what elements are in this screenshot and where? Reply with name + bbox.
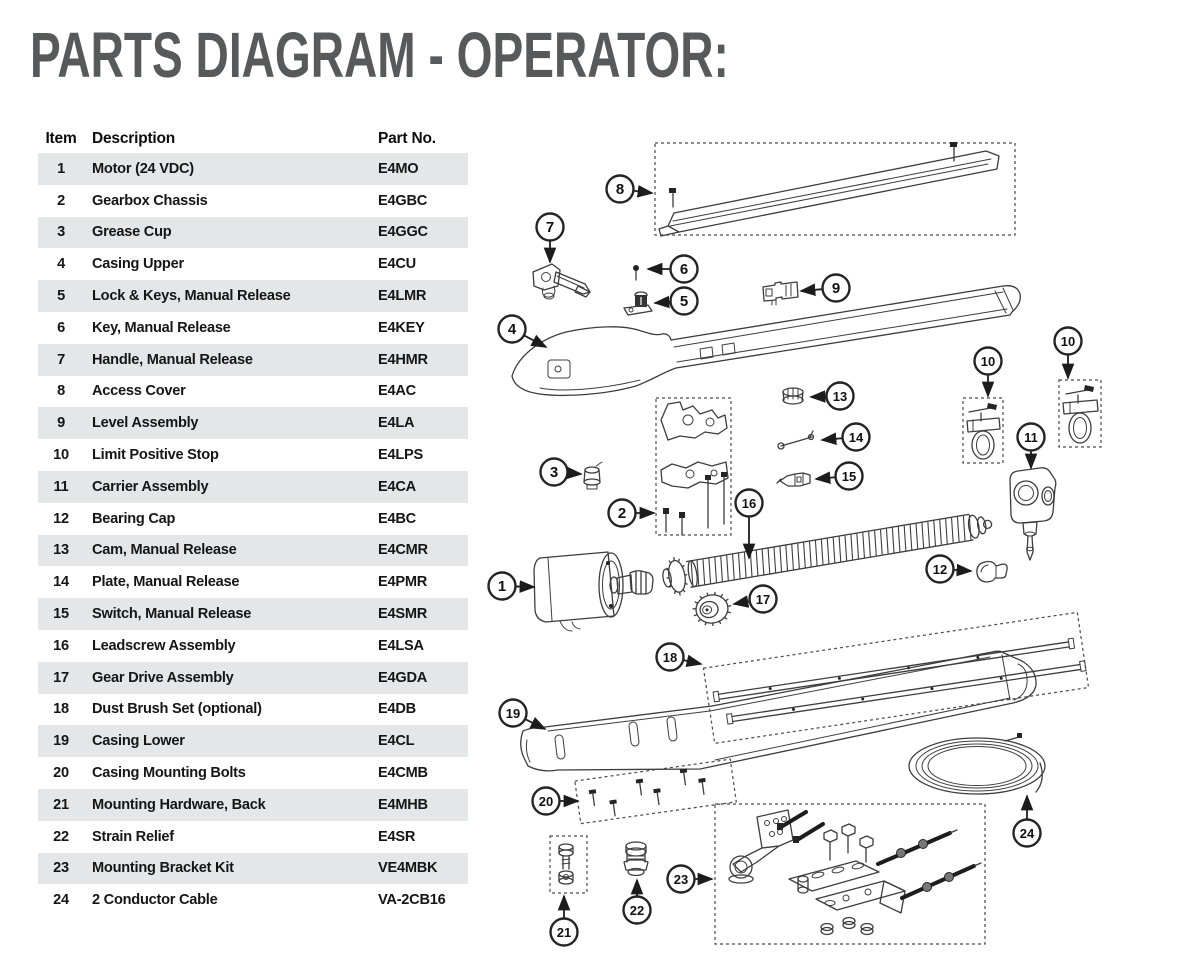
part-no-cell: E4CMB <box>378 765 428 782</box>
description-cell: Bearing Cap <box>92 510 176 527</box>
callout-5 <box>655 288 698 315</box>
description-cell: Key, Manual Release <box>92 319 231 336</box>
part-no-cell: E4CMR <box>378 542 428 559</box>
part-no-cell: E4HMR <box>378 351 428 368</box>
item-cell: 19 <box>53 733 69 750</box>
description-cell: Cam, Manual Release <box>92 542 237 559</box>
item-cell: 10 <box>53 447 69 464</box>
callout-15 <box>816 463 863 490</box>
part-no-cell: E4PMR <box>378 574 428 591</box>
part-no-cell: E4CL <box>378 733 415 750</box>
release-lock-drawing <box>624 292 652 315</box>
item-cell: 1 <box>57 160 65 177</box>
item-cell: 5 <box>57 288 65 305</box>
release-switch-drawing <box>777 473 810 486</box>
limit-positive-stop-right-drawing <box>1059 380 1101 447</box>
bearing-cap-drawing <box>977 562 1007 583</box>
description-cell: Level Assembly <box>92 415 199 432</box>
part-no-cell: E4DB <box>378 701 416 718</box>
callout-1 <box>489 573 535 600</box>
svg-text:5: 5 <box>679 293 689 310</box>
description-cell: Carrier Assembly <box>92 478 209 495</box>
description-cell: Leadscrew Assembly <box>92 637 236 654</box>
item-cell: 21 <box>53 796 69 813</box>
part-no-cell: E4SMR <box>378 606 428 623</box>
callout-14 <box>822 424 870 451</box>
description-cell: Motor (24 VDC) <box>92 160 194 177</box>
svg-text:16: 16 <box>741 496 757 511</box>
svg-text:17: 17 <box>755 592 771 607</box>
part-no-cell: E4LA <box>378 415 415 432</box>
svg-text:3: 3 <box>549 464 559 481</box>
item-cell: 20 <box>53 765 69 782</box>
callout-3 <box>541 459 582 486</box>
item-cell: 14 <box>53 574 69 591</box>
callout-13 <box>811 383 854 410</box>
item-cell: 18 <box>53 701 69 718</box>
header-description: Description <box>92 129 176 147</box>
callout-17 <box>734 586 777 613</box>
mounting-hardware-back-drawing <box>550 836 587 893</box>
description-cell: Casing Mounting Bolts <box>92 765 246 782</box>
part-no-cell: E4GGC <box>378 224 428 241</box>
item-cell: 6 <box>57 319 65 336</box>
description-cell: Lock & Keys, Manual Release <box>92 288 291 305</box>
svg-text:24: 24 <box>1019 826 1035 841</box>
page-title: PARTS DIAGRAM - OPERATOR: <box>30 19 729 91</box>
svg-text:2: 2 <box>617 505 627 522</box>
description-cell: 2 Conductor Cable <box>92 892 218 909</box>
grease-cup-drawing <box>584 462 602 489</box>
item-cell: 24 <box>53 892 69 909</box>
svg-text:4: 4 <box>507 321 517 338</box>
casing-upper-drawing <box>512 286 1020 396</box>
svg-text:9: 9 <box>831 280 841 297</box>
description-cell: Switch, Manual Release <box>92 606 252 623</box>
svg-text:20: 20 <box>538 794 554 809</box>
item-cell: 9 <box>57 415 65 432</box>
item-cell: 16 <box>53 637 69 654</box>
callout-12 <box>927 556 972 583</box>
svg-text:18: 18 <box>662 650 678 665</box>
manual-release-handle-drawing <box>533 264 590 299</box>
item-cell: 7 <box>57 351 65 368</box>
description-cell: Mounting Hardware, Back <box>92 796 266 813</box>
callout-20 <box>533 788 579 815</box>
callout-4 <box>499 316 547 348</box>
leadscrew-drawing <box>660 504 995 597</box>
svg-text:10: 10 <box>980 354 996 369</box>
description-cell: Casing Upper <box>92 256 184 273</box>
item-cell: 8 <box>57 383 65 400</box>
gearbox-chassis-drawing <box>656 398 731 535</box>
description-cell: Strain Relief <box>92 828 174 845</box>
item-cell: 4 <box>57 256 65 273</box>
description-cell: Plate, Manual Release <box>92 574 240 591</box>
callout-11 <box>1018 424 1045 469</box>
level-assembly-drawing <box>763 282 798 305</box>
description-cell: Gearbox Chassis <box>92 192 208 209</box>
svg-text:13: 13 <box>832 389 848 404</box>
svg-text:6: 6 <box>679 261 689 278</box>
dust-brush-drawing <box>703 612 1088 743</box>
description-cell: Access Cover <box>92 383 186 400</box>
part-no-cell: E4LMR <box>378 288 427 305</box>
svg-text:11: 11 <box>1024 430 1038 445</box>
svg-text:8: 8 <box>615 181 625 198</box>
part-no-cell: E4MHB <box>378 796 428 813</box>
item-cell: 22 <box>53 828 69 845</box>
motor-drawing <box>534 552 653 631</box>
callout-10 <box>1055 328 1082 379</box>
item-cell: 17 <box>53 669 69 686</box>
svg-text:14: 14 <box>848 430 864 445</box>
callout-18 <box>657 644 702 671</box>
part-no-cell: E4CA <box>378 478 416 495</box>
callout-6 <box>648 256 698 283</box>
gear-drive-drawing <box>690 589 734 629</box>
part-no-cell: E4LSA <box>378 637 424 654</box>
header-part-no: Part No. <box>378 129 436 147</box>
item-cell: 12 <box>53 510 69 527</box>
description-cell: Limit Positive Stop <box>92 447 219 464</box>
access-cover-drawing <box>655 142 1015 236</box>
svg-text:1: 1 <box>497 578 507 595</box>
svg-text:22: 22 <box>629 903 645 918</box>
description-cell: Grease Cup <box>92 224 172 241</box>
item-cell: 2 <box>57 192 65 209</box>
strain-relief-drawing <box>624 842 648 876</box>
part-no-cell: VA-2CB16 <box>378 892 446 909</box>
part-no-cell: VE4MBK <box>378 860 438 877</box>
item-cell: 13 <box>53 542 69 559</box>
part-no-cell: E4MO <box>378 160 419 177</box>
limit-positive-stop-left-drawing <box>963 398 1003 463</box>
description-cell: Gear Drive Assembly <box>92 669 234 686</box>
part-no-cell: E4GDA <box>378 669 428 686</box>
callout-7 <box>537 214 564 263</box>
callout-23 <box>668 866 713 893</box>
bolt <box>588 766 709 819</box>
callout-19 <box>500 700 546 730</box>
casing-lower-drawing <box>521 651 1036 771</box>
callout-21 <box>551 896 578 946</box>
part-no-cell: E4KEY <box>378 319 425 336</box>
part-no-cell: E4LPS <box>378 447 423 464</box>
part-no-cell: E4BC <box>378 510 416 527</box>
callout-16 <box>736 490 763 559</box>
part-no-cell: E4SR <box>378 828 416 845</box>
svg-text:7: 7 <box>545 219 555 236</box>
description-cell: Mounting Bracket Kit <box>92 860 234 877</box>
part-no-cell: E4AC <box>378 383 416 400</box>
carrier-assembly-drawing <box>1010 468 1056 560</box>
part-no-cell: E4CU <box>378 256 416 273</box>
description-cell: Casing Lower <box>92 733 185 750</box>
callout-9 <box>801 275 850 302</box>
item-cell: 11 <box>53 478 69 495</box>
callout-22 <box>624 880 651 924</box>
svg-text:23: 23 <box>673 872 689 887</box>
release-cam-drawing <box>783 388 803 404</box>
item-cell: 23 <box>53 860 69 877</box>
callout-24 <box>1014 796 1041 847</box>
callout-8 <box>607 176 653 203</box>
release-plate-drawing <box>778 431 814 449</box>
conductor-cable-drawing <box>909 733 1045 794</box>
callout-2 <box>609 500 655 527</box>
part-no-cell: E4GBC <box>378 192 428 209</box>
svg-text:12: 12 <box>932 562 948 577</box>
item-cell: 3 <box>57 224 65 241</box>
header-item: Item <box>45 129 77 147</box>
release-key-screw-drawing <box>633 265 639 280</box>
svg-text:21: 21 <box>556 925 572 940</box>
svg-text:19: 19 <box>505 706 521 721</box>
description-cell: Dust Brush Set (optional) <box>92 701 262 718</box>
svg-text:10: 10 <box>1060 334 1076 349</box>
description-cell: Handle, Manual Release <box>92 351 253 368</box>
mounting-bracket-kit-drawing <box>715 804 985 944</box>
item-cell: 15 <box>53 606 69 623</box>
svg-text:15: 15 <box>841 469 857 484</box>
callout-10 <box>975 348 1002 397</box>
